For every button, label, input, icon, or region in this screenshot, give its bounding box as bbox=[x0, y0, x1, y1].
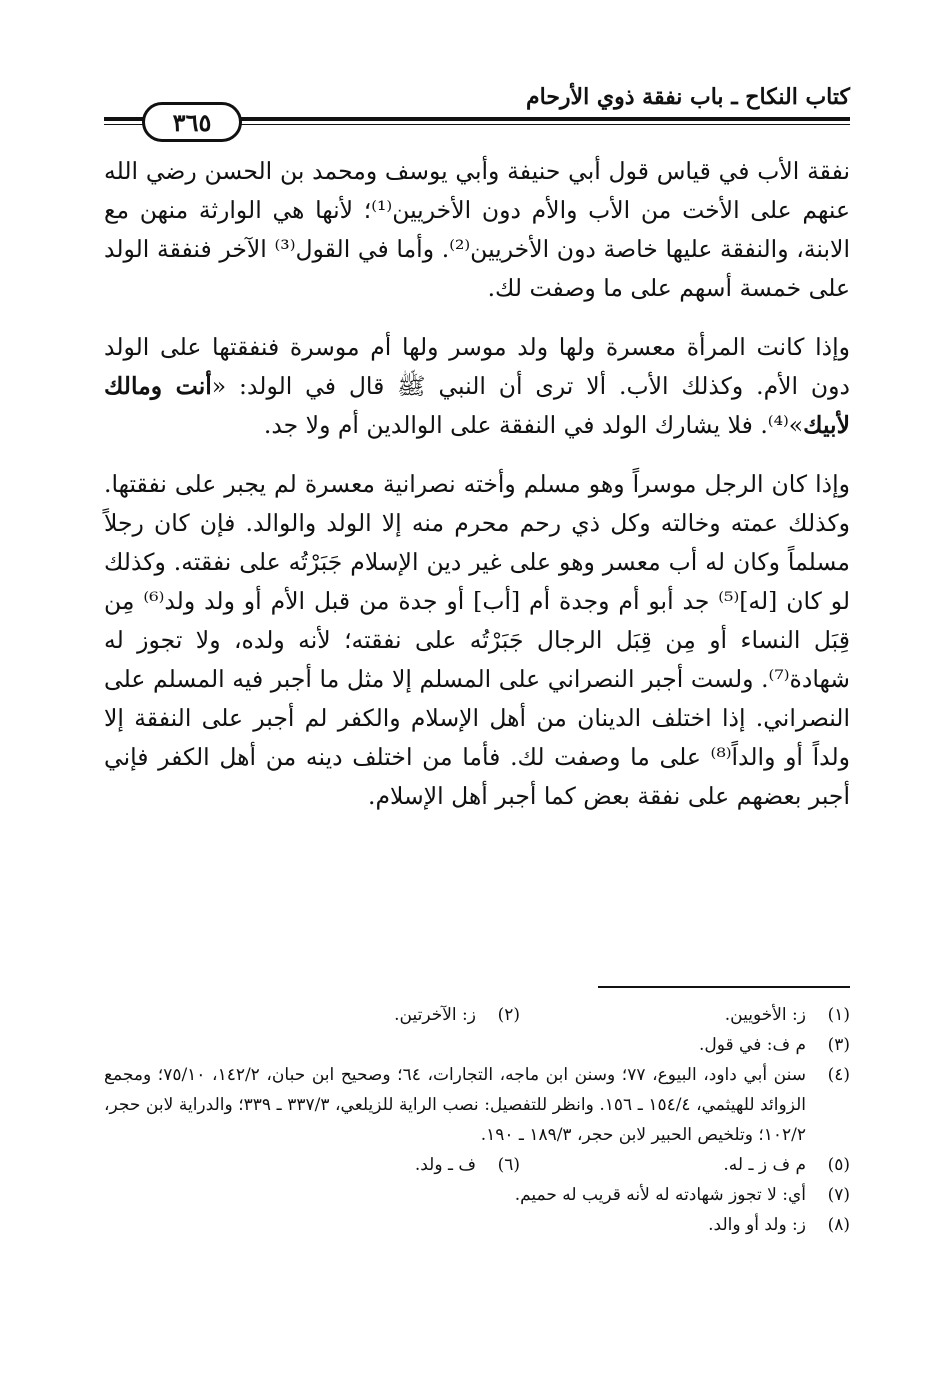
paragraph-1: نفقة الأب في قياس قول أبي حنيفة وأبي يوسف ومحمد بن الحسن رضي الله عنهم على الأخت من الأب والأم دون الأخريين⁽¹⁾؛ لأنها هي الوارثة منهن مع الابنة، والنفقة عليها خاصة دون الأخريين⁽²⁾. وأما في القول⁽³⁾ الآخر فنفقة الولد على خمسة أسهم على ما وصفت لك. bbox=[104, 157, 850, 302]
footnote-8 bbox=[104, 1210, 850, 1240]
footnote-row bbox=[104, 1180, 850, 1210]
footnote-number: (٥) bbox=[827, 1155, 850, 1175]
main-text bbox=[104, 152, 850, 816]
paragraph-2 bbox=[104, 328, 850, 445]
footnote-number: (٧) bbox=[827, 1185, 850, 1205]
footnote-number: (٨) bbox=[827, 1215, 850, 1235]
paragraph-2-text-end: »⁽⁴⁾. فلا يشارك الولد في النفقة على الوالدين أم ولا جد. bbox=[263, 411, 804, 439]
footnote-row bbox=[104, 1210, 850, 1240]
paragraph-3: وإذا كان الرجل موسراً وهو مسلم وأخته نصرانية معسرة لم يجبر على نفقتها. وكذلك عمته وخالته وكل ذي رحم محرم منه إلا الولد والوالد. فإن كان رجلاً مسلماً وكان له أب معسر وهو على غير دين الإسلام جَبَرْتُه على نفقته. وكذلك لو كان [له]⁽⁵⁾ جد أبو أم وجدة أم [أب] أو جدة من قبل الأم أو ولد ولد⁽⁶⁾ مِن قِبَل النساء أو مِن قِبَل الرجال جَبَرْتُه على نفقته؛ لأنه ولده، ولا تجوز له شهادة⁽⁷⁾. ولست أجبر النصراني على المسلم إلا مثل ما أجبر فيه المسلم على النصراني. إذا اختلف الدينان من أهل الإسلام والكفر لم أجبر على النفقة إلا ولداً أو والداً⁽⁸⁾ على ما وصفت لك. فأما من اختلف دينه من أهل الكفر فإني أجبر بعضهم على نفقة بعض كما أجبر أهل الإسلام. bbox=[104, 470, 851, 810]
footnote-text: ز: الأخويين. bbox=[724, 1005, 806, 1025]
footnote-3 bbox=[104, 1030, 850, 1060]
footnote-row bbox=[104, 1060, 850, 1150]
footnote-row bbox=[104, 1000, 850, 1030]
footnote-number: (٤) bbox=[827, 1065, 850, 1085]
footnote-number: (٦) bbox=[497, 1155, 520, 1175]
footnote-1 bbox=[520, 1000, 850, 1030]
footnote-2 bbox=[190, 1000, 520, 1030]
running-title: كتاب النكاح ـ باب نفقة ذوي الأرحام bbox=[526, 84, 850, 110]
paragraph-2-text-start: وإذا كانت المرأة معسرة ولها ولد موسر ولها أم موسرة فنفقتها على الولد دون الأم. وكذلك الأب. ألا ترى أن النبي ﷺ قال في الولد: « bbox=[104, 333, 850, 400]
footnote-text: م ف: في قول. bbox=[698, 1035, 806, 1055]
page-number-badge bbox=[142, 102, 242, 142]
footnote-text: ف ـ ولد. bbox=[414, 1155, 476, 1175]
footnote-text: م ف ز ـ له. bbox=[723, 1155, 806, 1175]
page-header bbox=[104, 84, 850, 137]
footnote-4 bbox=[104, 1060, 850, 1150]
footnote-6 bbox=[190, 1150, 520, 1180]
footnote-text: أي: لا تجوز شهادته له لأنه قريب له حميم. bbox=[514, 1185, 806, 1205]
footnote-number: (٣) bbox=[827, 1035, 850, 1055]
footnote-text: ز: ولد أو والد. bbox=[708, 1215, 806, 1235]
footnote-text: سنن أبي داود، البيوع، ٧٧؛ وسنن ابن ماجه، التجارات، ٦٤؛ وصحيح ابن حبان، ١٤٢/٢، ٧٥/١٠؛ ومجمع الزوائد للهيثمي، ١٥٤/٤ ـ ١٥٦. وانظر للتفصيل: نصب الراية للزيلعي، ٣٣٧/٣ ـ ٣٣٩؛ والدراية لابن حجر، ١٠٢/٢؛ وتلخيص الحبير لابن حجر، ١٨٩/٣ ـ ١٩٠. bbox=[104, 1065, 806, 1145]
footnote-7 bbox=[104, 1180, 850, 1210]
footnote-number: (١) bbox=[827, 1005, 850, 1025]
footnote-5 bbox=[520, 1150, 850, 1180]
footnotes bbox=[104, 1000, 850, 1240]
footnote-row bbox=[104, 1030, 850, 1060]
footnote-text: ز: الآخرتين. bbox=[394, 1005, 476, 1025]
page-number: ٣٦٥ bbox=[172, 107, 212, 137]
footnote-number: (٢) bbox=[497, 1005, 520, 1025]
footnote-separator bbox=[598, 986, 850, 988]
hadith-quote: أنت ومالك لأبيك bbox=[104, 372, 850, 439]
footnote-row bbox=[104, 1150, 850, 1180]
